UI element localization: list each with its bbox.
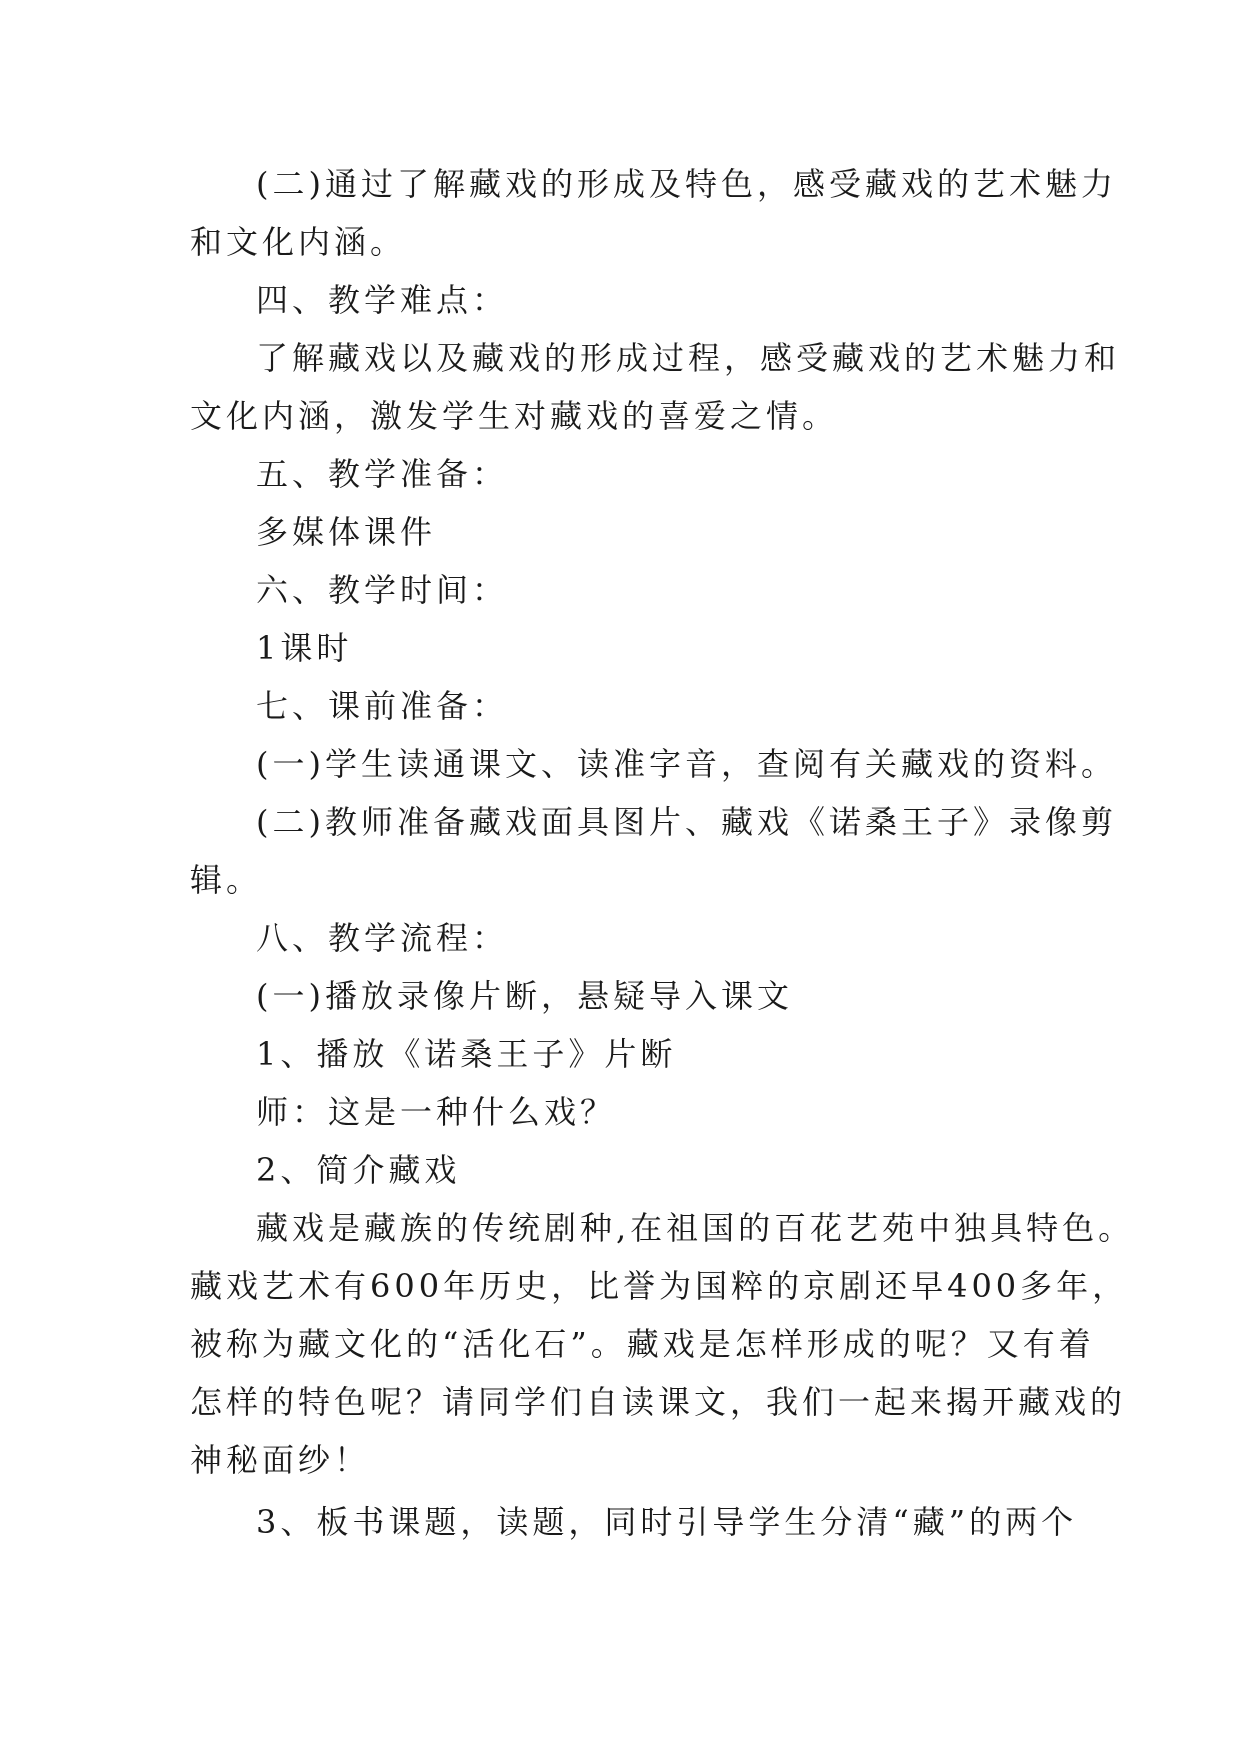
paragraph-line: 藏戏艺术有600年历史，比誉为国粹的京剧还早400多年， (190, 1267, 1129, 1305)
paragraph-line: 师：这是一种什么戏？ (256, 1093, 617, 1131)
section-heading: 六、教学时间： (256, 571, 509, 609)
paragraph-line: 2、简介藏戏 (256, 1151, 461, 1189)
paragraph-line: 文化内涵，激发学生对藏戏的喜爱之情。 (190, 397, 839, 435)
paragraph-line: 3、板书课题，读题，同时引导学生分清“藏”的两个 (256, 1503, 1078, 1541)
paragraph-line: (一)播放录像片断，悬疑导入课文 (256, 977, 793, 1015)
paragraph-line: (二)教师准备藏戏面具图片、藏戏《诺桑王子》录像剪 (256, 803, 1117, 841)
section-heading: 四、教学难点： (256, 281, 509, 319)
paragraph-line: 多媒体课件 (256, 513, 437, 551)
paragraph-line: 1课时 (256, 629, 353, 667)
paragraph-line: (二)通过了解藏戏的形成及特色，感受藏戏的艺术魅力 (256, 165, 1117, 203)
paragraph-line: 被称为藏文化的“活化石”。藏戏是怎样形成的呢？又有着 (190, 1325, 1095, 1363)
paragraph-line: 1、播放《诺桑王子》片断 (256, 1035, 677, 1073)
section-heading: 七、课前准备： (256, 687, 509, 725)
section-heading: 五、教学准备： (256, 455, 509, 493)
paragraph-line: 和文化内涵。 (190, 223, 407, 261)
paragraph-line: 怎样的特色呢？请同学们自读课文，我们一起来揭开藏戏的 (190, 1383, 1127, 1421)
paragraph-line: 藏戏是藏族的传统剧种,在祖国的百花艺苑中独具特色。 (256, 1209, 1135, 1247)
paragraph-line: 神秘面纱！ (190, 1441, 371, 1479)
section-heading: 八、教学流程： (256, 919, 509, 957)
paragraph-line: (一)学生读通课文、读准字音，查阅有关藏戏的资料。 (256, 745, 1117, 783)
paragraph-line: 了解藏戏以及藏戏的形成过程，感受藏戏的艺术魅力和 (256, 339, 1121, 377)
paragraph-line: 辑。 (190, 861, 263, 899)
